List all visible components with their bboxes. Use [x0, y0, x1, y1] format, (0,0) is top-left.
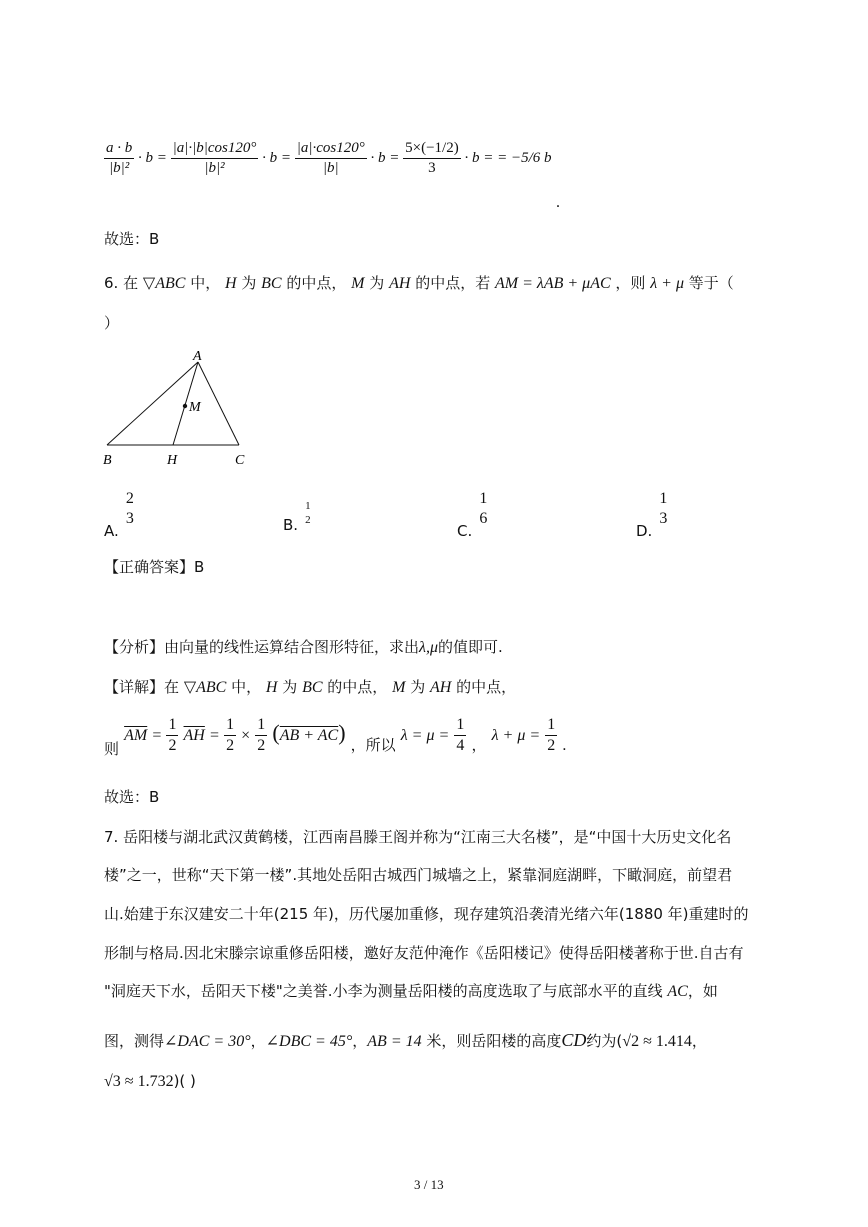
q6-stem-7: ，则 — [615, 274, 646, 292]
analysis-text: 由向量的线性运算结合图形特征，求出 — [164, 638, 420, 656]
fig-label-a: A — [193, 349, 202, 364]
q7-line-5-end: ，如 — [687, 982, 718, 1000]
q7-comma-1: ， — [250, 1032, 266, 1050]
derivation-suoyi: ，所以 — [350, 736, 396, 754]
option-num: 1 — [305, 500, 311, 512]
q5-frac-1-den: |b|² — [109, 160, 130, 176]
q7-line-6-a: 图，测得 — [104, 1032, 165, 1050]
option-num: 1 — [659, 490, 668, 507]
q6-stem-5: 为 — [369, 274, 385, 292]
derivation-ze: 则 — [104, 740, 120, 758]
q5-times-b-4: · b = — [464, 149, 494, 166]
half-num: 1 — [545, 716, 557, 736]
q7-dbc: ∠DBC = 45° — [265, 1033, 353, 1050]
quarter-den: 4 — [456, 737, 465, 754]
q5-frac-4-den: 3 — [428, 160, 436, 176]
q6-stem-8: 等于（ — [688, 274, 734, 292]
derivation-half-1: $\frac{1}{2}$ — [168, 716, 177, 754]
derivation-am: $\overline{AM}$ — [124, 727, 148, 744]
analysis-tag: 【分析】 — [104, 638, 165, 656]
q7-comma-2: ， — [352, 1032, 368, 1050]
q6-analysis — [104, 636, 503, 657]
q5-frac-3-den: |b| — [322, 160, 339, 176]
q6-stem-6: 的中点，若 — [415, 274, 491, 292]
q7-line-1: 7. 岳阳楼与湖北武汉黄鹤楼，江西南昌滕王阁并称为“江南三大名楼”，是“中国十大历史文化名 — [104, 828, 732, 846]
analysis-vars: λ,μ — [419, 639, 438, 656]
derivation-half-3: $\frac{1}{2}$ — [257, 716, 266, 754]
q5-result: = −5/6 b — [497, 149, 552, 166]
option-frac — [477, 490, 489, 528]
detail-5: 为 — [410, 678, 426, 696]
derivation-lam: λ = μ = — [400, 727, 450, 744]
q5-frac-4-num: 5×(−1/2) — [403, 140, 461, 159]
fig-label-h: H — [167, 453, 178, 468]
option-frac — [657, 490, 669, 528]
q6-stem-close: ） — [104, 314, 120, 332]
q5-frac-4 — [403, 140, 461, 177]
half-den: 2 — [547, 737, 556, 754]
q6-vector-eq: AM = λAB + μAC — [494, 275, 611, 292]
option-letter: C. — [457, 521, 473, 540]
q5-frac-2-num: |a|·|b|cos120° — [171, 140, 259, 159]
q5-frac-3-num: |a|·cos120° — [295, 140, 367, 159]
q6-stem — [104, 272, 734, 293]
q7-line-6-c: 约为( — [586, 1032, 623, 1050]
q6-answer: 故选：B — [104, 788, 160, 806]
option-den: 3 — [659, 510, 668, 527]
q5-frac-1-num: a · b — [104, 140, 134, 159]
q7-line-7 — [104, 1072, 196, 1091]
q7-line-5-text: "洞庭天下水，岳阳天下楼"之美誉.小李为测量岳阳楼的高度选取了与底部水平的直线 — [104, 982, 663, 1000]
q6-stem-4: 的中点， — [286, 274, 347, 292]
q7-sqrt2: √2 ≈ 1.414 — [622, 1033, 692, 1050]
derivation-ab-ac: AB + AC — [279, 727, 339, 744]
detail-tri: ▽ABC — [183, 679, 227, 696]
q7-choice-paren: )( ) — [173, 1072, 196, 1090]
option-den: 3 — [125, 510, 134, 527]
q5-times-b-1: · b = — [138, 149, 167, 166]
option-frac — [124, 490, 136, 528]
q5-times-b-2: · b = — [262, 149, 291, 166]
detail-4: 的中点， — [327, 678, 388, 696]
q5-frac-3 — [295, 140, 367, 177]
q7-line-3: 山.始建于东汉建安二十年(215 年)，历代屡加重修，现存建筑沿袭清光绪六年(1880 年)重建时的 — [104, 905, 749, 923]
q6-m: M — [351, 275, 365, 292]
q5-times-b-3: · b = — [370, 149, 400, 166]
page-number: 3 / 13 — [414, 1177, 444, 1192]
q6-derivation: 则 $\overline{AM}$ = $\frac{1}{2}$ $\overline{AH}$ = $\frac{1}{2}$ × $\frac{1}{2}$ (AB + AC) ，所以 λ = μ = $\frac{1}{4}$ ， λ + μ = $\frac{1}{2}$ . — [104, 716, 567, 758]
derivation-quarter — [454, 716, 466, 755]
q7-line-4: 形制与格局.因北宋滕宗谅重修岳阳楼，邀好友范仲淹作《岳阳楼记》使得岳阳楼著称于世.自古有 — [104, 944, 744, 962]
q5-formula — [104, 140, 552, 177]
option-num: 2 — [125, 490, 134, 507]
q6-stem-2: 中， — [190, 274, 221, 292]
quarter-num: 1 — [454, 716, 466, 736]
q5-period: . — [556, 194, 560, 211]
q6-correct-answer: 【正确答案】B — [104, 558, 205, 576]
derivation-half-2: $\frac{1}{2}$ — [226, 716, 235, 754]
q7-line-6 — [104, 1030, 707, 1051]
detail-3: 为 — [282, 678, 298, 696]
detail-1: 在 — [164, 678, 180, 696]
detail-m: M — [392, 679, 406, 696]
q7-dac: ∠DAC = 30° — [164, 1033, 251, 1050]
q6-option-a — [104, 490, 136, 540]
q6-stem-3: 为 — [241, 274, 257, 292]
q7-line-2: 楼”之一，世称“天下第一楼”.其地处岳阳古城西门城墙之上，紧靠洞庭湖畔，下瞰洞庭，前望君 — [104, 866, 733, 884]
q5-frac-2-den: |b|² — [204, 160, 225, 176]
q5-answer: 故选：B — [104, 230, 160, 248]
q7-comma-3: ， — [691, 1032, 707, 1050]
q7-cd: CD — [561, 1030, 587, 1050]
option-letter: B. — [283, 515, 299, 534]
q6-number: 6. — [104, 274, 119, 292]
q6-stem-1: 在 — [123, 274, 139, 292]
detail-tag: 【详解】 — [104, 678, 165, 696]
fig-label-b: B — [103, 453, 112, 468]
q6-lambda-mu: λ + μ — [650, 275, 684, 292]
fig-label-m: M — [189, 400, 201, 415]
detail-ah: AH — [430, 679, 452, 696]
q7-ab: AB = 14 — [367, 1033, 422, 1050]
derivation-half-result — [545, 716, 557, 755]
q7-sqrt3: √3 ≈ 1.732 — [104, 1073, 174, 1090]
option-letter: D. — [636, 521, 653, 540]
fig-label-c: C — [235, 453, 245, 468]
q6-option-d — [636, 490, 669, 540]
detail-h: H — [265, 679, 278, 696]
q7-line-6-b: 米，则岳阳楼的高度 — [426, 1032, 562, 1050]
option-letter: A. — [104, 521, 119, 540]
q5-frac-1 — [104, 140, 134, 177]
derivation-sum: λ + μ = — [491, 727, 541, 744]
q6-triangle: ▽ABC — [142, 275, 186, 292]
q6-detail — [104, 676, 516, 697]
option-frac — [303, 500, 313, 526]
q6-option-b — [283, 500, 313, 534]
detail-2: 中， — [231, 678, 262, 696]
q6-h: H — [225, 275, 237, 292]
q6-option-c — [457, 490, 489, 540]
option-den: 6 — [479, 510, 488, 527]
detail-6: 的中点， — [456, 678, 517, 696]
derivation-ah: $\overline{AH}$ — [183, 727, 205, 744]
q6-ah: AH — [389, 275, 411, 292]
q7-ac: AC — [667, 983, 688, 1000]
q5-frac-2 — [171, 140, 259, 177]
q7-line-5 — [104, 980, 718, 1001]
detail-bc: BC — [302, 679, 323, 696]
option-num: 1 — [479, 490, 488, 507]
q6-bc: BC — [261, 275, 282, 292]
option-den: 2 — [305, 514, 311, 526]
q6-triangle-figure — [95, 345, 265, 475]
analysis-end: 的值即可. — [438, 638, 503, 656]
